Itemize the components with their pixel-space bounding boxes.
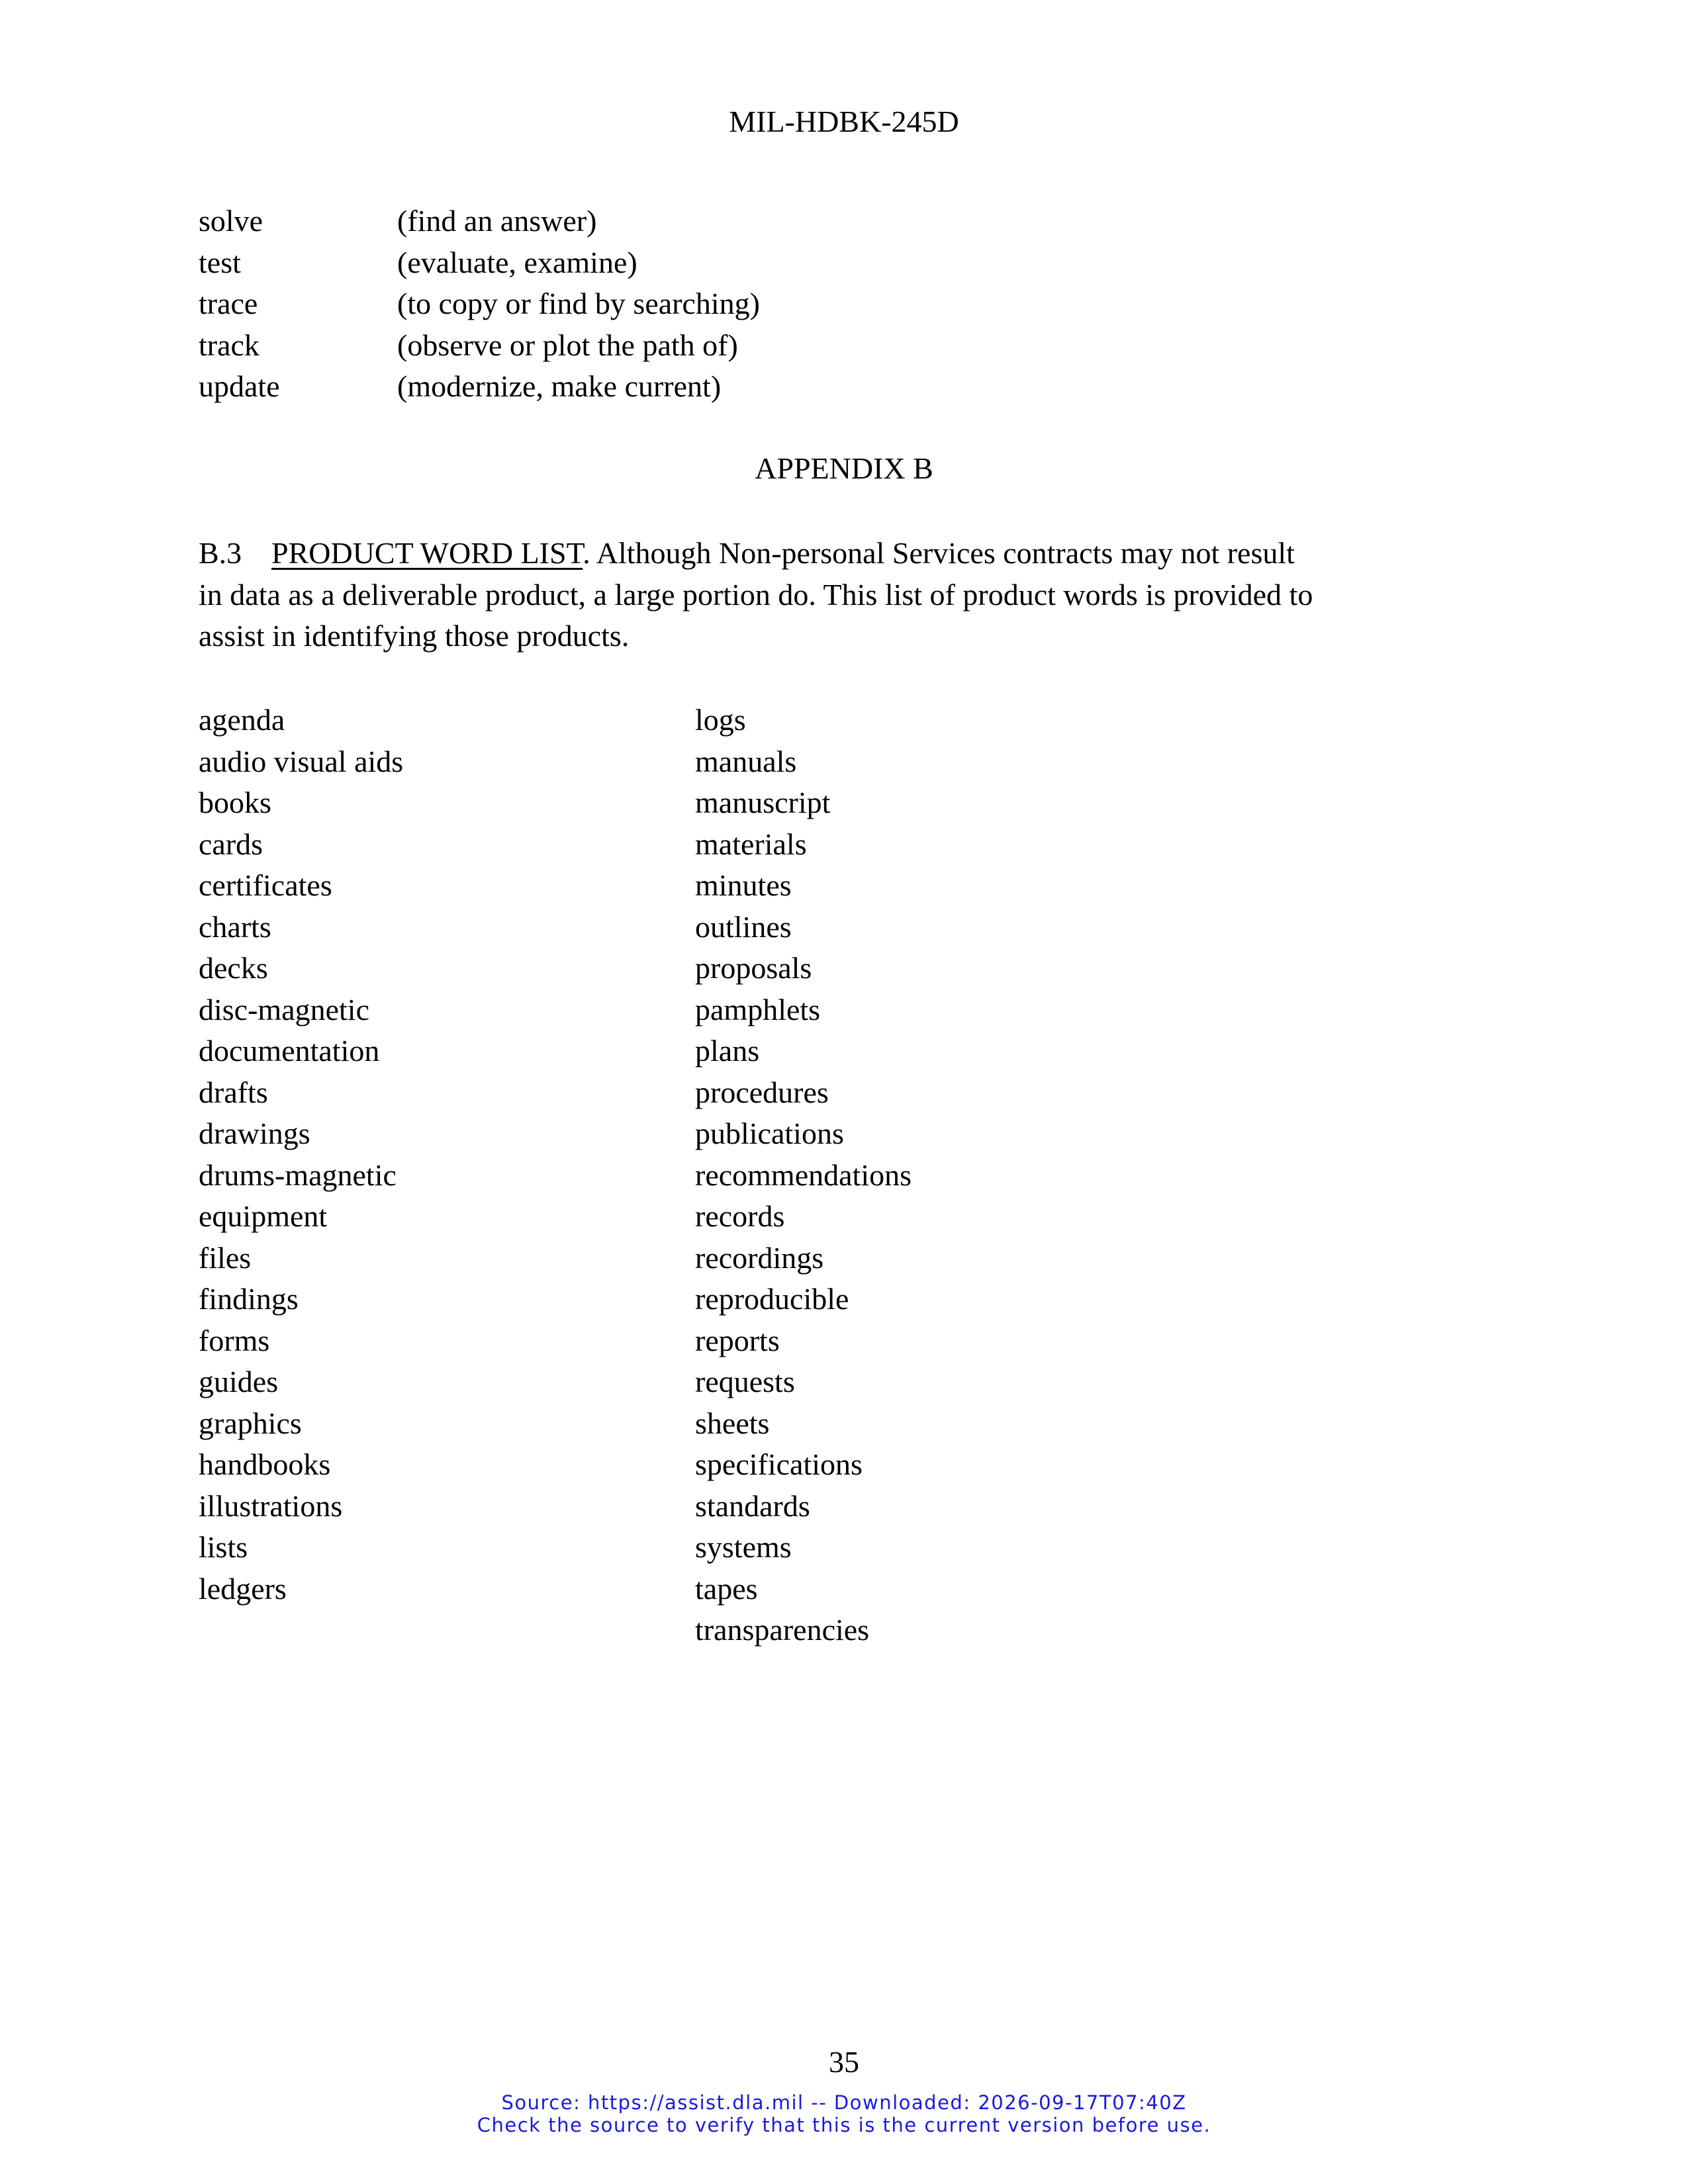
verb-term: trace xyxy=(199,287,258,320)
verb-definition: (find an answer) xyxy=(397,204,597,238)
product-list-left-column xyxy=(199,700,403,1610)
product-word: materials xyxy=(695,827,807,861)
product-word: recommendations xyxy=(695,1158,912,1192)
product-word: equipment xyxy=(199,1199,328,1233)
product-word: reproducible xyxy=(695,1282,849,1316)
product-word: manuscript xyxy=(695,786,831,819)
product-word: drawings xyxy=(199,1116,310,1150)
verb-definition: (observe or plot the path of) xyxy=(397,328,738,362)
verb-row xyxy=(199,244,1456,286)
section-number: B.3 xyxy=(199,536,242,570)
verb-term: test xyxy=(199,245,241,279)
section-text-line-3: assist in identifying those products. xyxy=(199,619,630,653)
verb-definition: (evaluate, examine) xyxy=(397,245,637,279)
product-word: manuals xyxy=(695,744,797,778)
document-id-header: MIL-HDBK-245D xyxy=(729,105,959,138)
section-heading: PRODUCT WORD LIST xyxy=(271,536,583,570)
verb-term: update xyxy=(199,369,280,403)
product-word: drums-magnetic xyxy=(199,1158,397,1192)
product-word: proposals xyxy=(695,951,812,985)
product-word: illustrations xyxy=(199,1488,343,1523)
product-word: sheets xyxy=(695,1406,770,1440)
appendix-title: APPENDIX B xyxy=(755,451,933,485)
verb-row xyxy=(199,327,1456,369)
section-b3-paragraph xyxy=(199,533,1456,657)
product-word: documentation xyxy=(199,1034,380,1068)
verb-row xyxy=(199,203,1456,244)
product-word: specifications xyxy=(695,1447,863,1481)
product-word: logs xyxy=(695,703,746,737)
product-word: drafts xyxy=(199,1075,268,1109)
product-word: standards xyxy=(695,1488,810,1523)
product-word: pamphlets xyxy=(695,992,821,1026)
section-line-1 xyxy=(199,533,1456,574)
product-word: systems xyxy=(695,1530,792,1564)
verb-term: solve xyxy=(199,204,263,238)
product-word: reports xyxy=(695,1323,780,1357)
product-word: forms xyxy=(199,1323,270,1357)
product-word: certificates xyxy=(199,868,332,902)
product-word: audio visual aids xyxy=(199,744,404,778)
product-word: plans xyxy=(695,1034,760,1068)
product-word: procedures xyxy=(695,1075,829,1109)
product-word: lists xyxy=(199,1530,248,1564)
product-word: recordings xyxy=(695,1240,824,1275)
product-word: books xyxy=(199,786,271,819)
product-word: disc-magnetic xyxy=(199,992,370,1026)
product-word: handbooks xyxy=(199,1447,331,1481)
product-word: tapes xyxy=(695,1571,758,1606)
product-word: transparencies xyxy=(695,1613,870,1647)
source-note-line-2: Check the source to verify that this is the current version before use. xyxy=(477,2114,1211,2136)
verb-row xyxy=(199,285,1456,327)
page-number: 35 xyxy=(829,2045,859,2079)
product-word: minutes xyxy=(695,868,792,902)
product-word: outlines xyxy=(695,909,792,944)
product-word: graphics xyxy=(199,1406,302,1440)
product-word: decks xyxy=(199,951,268,985)
product-word: guides xyxy=(199,1365,279,1398)
product-word: records xyxy=(695,1199,785,1233)
verb-definition: (to copy or find by searching) xyxy=(397,287,761,320)
product-word: ledgers xyxy=(199,1571,287,1606)
product-word: requests xyxy=(695,1365,795,1398)
section-text-line-1: . Although Non-personal Services contracts may not result xyxy=(583,536,1295,570)
verb-row xyxy=(199,368,1456,410)
product-word: findings xyxy=(199,1282,299,1316)
source-note-line-1: Source: https://assist.dla.mil -- Downloaded: 2026-09-17T07:40Z xyxy=(501,2091,1187,2114)
product-word: agenda xyxy=(199,703,285,737)
product-word: publications xyxy=(695,1116,844,1150)
product-list-right-column xyxy=(695,700,912,1651)
verb-term: track xyxy=(199,328,259,362)
verb-definition: (modernize, make current) xyxy=(397,369,722,403)
product-word: files xyxy=(199,1240,252,1275)
product-word: charts xyxy=(199,909,271,944)
verb-definition-list xyxy=(199,203,1456,410)
product-word: cards xyxy=(199,827,263,861)
source-note xyxy=(0,2091,1688,2136)
section-text-line-2: in data as a deliverable product, a large portion do. This list of product words is provided to xyxy=(199,577,1313,612)
